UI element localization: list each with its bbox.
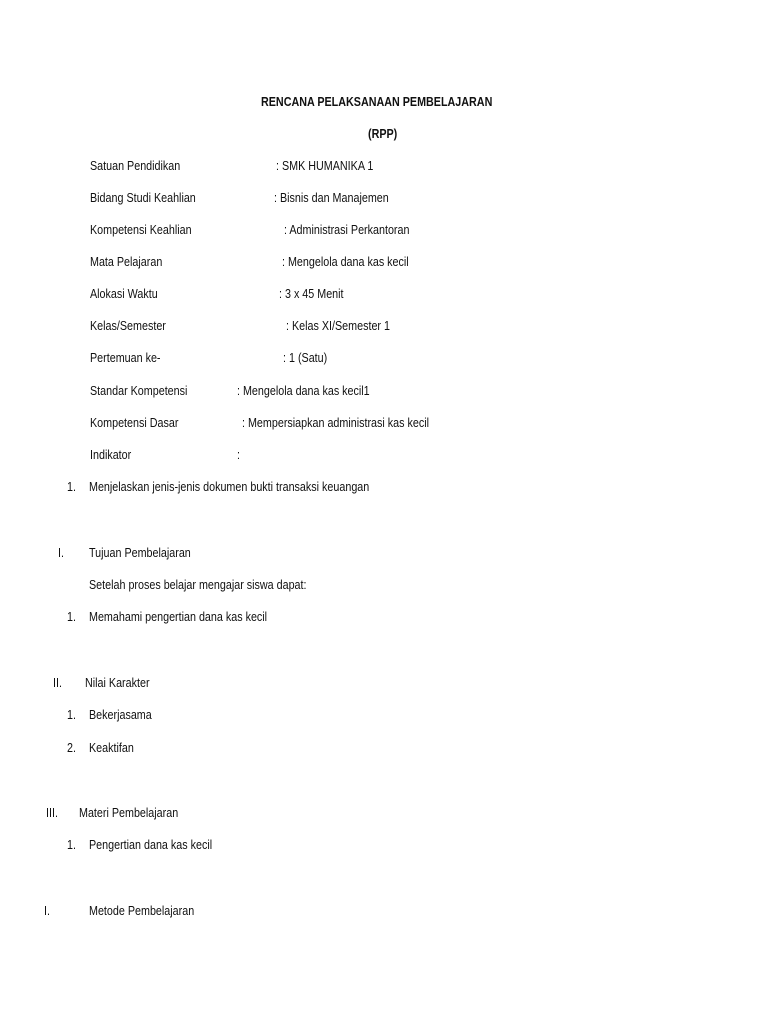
identity-value: :: [237, 448, 240, 462]
section-number: III.: [46, 806, 58, 820]
section-number: I.: [58, 546, 64, 560]
identity-label: Pertemuan ke-: [90, 351, 161, 365]
list-item-number: 1.: [67, 708, 76, 722]
identity-label: Mata Pelajaran: [90, 255, 163, 269]
identity-label: Kelas/Semester: [90, 319, 166, 333]
list-item-number: 2.: [67, 741, 76, 755]
list-item-number: 1.: [67, 610, 76, 624]
section-heading: Metode Pembelajaran: [89, 904, 195, 918]
identity-value: : 1 (Satu): [283, 351, 328, 365]
section-heading: Materi Pembelajaran: [79, 806, 179, 820]
identity-value: : 3 x 45 Menit: [279, 287, 344, 301]
identity-label: Kompetensi Keahlian: [90, 223, 192, 237]
identity-value: : Mengelola dana kas kecil1: [237, 384, 370, 398]
list-item-number: 1.: [67, 480, 76, 494]
identity-value: : SMK HUMANIKA 1: [276, 159, 374, 173]
list-item-number: 1.: [67, 838, 76, 852]
identity-label: Standar Kompetensi: [90, 384, 188, 398]
identity-value: : Administrasi Perkantoran: [284, 223, 410, 237]
section-heading: Nilai Karakter: [85, 676, 150, 690]
section-number: I.: [44, 904, 50, 918]
identity-value: : Mengelola dana kas kecil: [282, 255, 409, 269]
list-item: Bekerjasama: [89, 708, 152, 722]
identity-label: Bidang Studi Keahlian: [90, 191, 196, 205]
identity-label: Indikator: [90, 448, 132, 462]
list-item: Memahami pengertian dana kas kecil: [89, 610, 268, 624]
section-heading: Tujuan Pembelajaran: [89, 546, 191, 560]
identity-value: : Bisnis dan Manajemen: [274, 191, 389, 205]
document-title: RENCANA PELAKSANAAN PEMBELAJARAN: [261, 95, 493, 109]
identity-label: Alokasi Waktu: [90, 287, 158, 301]
list-item: Pengertian dana kas kecil: [89, 838, 213, 852]
document-subtitle: (RPP): [368, 127, 398, 141]
identity-label: Satuan Pendidikan: [90, 159, 181, 173]
section-intro: Setelah proses belajar mengajar siswa dapat:: [89, 578, 307, 592]
identity-value: : Kelas XI/Semester 1: [286, 319, 390, 333]
identity-value: : Mempersiapkan administrasi kas kecil: [242, 416, 430, 430]
list-item: Keaktifan: [89, 741, 134, 755]
list-item: Menjelaskan jenis-jenis dokumen bukti transaksi keuangan: [89, 480, 370, 494]
identity-label: Kompetensi Dasar: [90, 416, 179, 430]
section-number: II.: [53, 676, 62, 690]
